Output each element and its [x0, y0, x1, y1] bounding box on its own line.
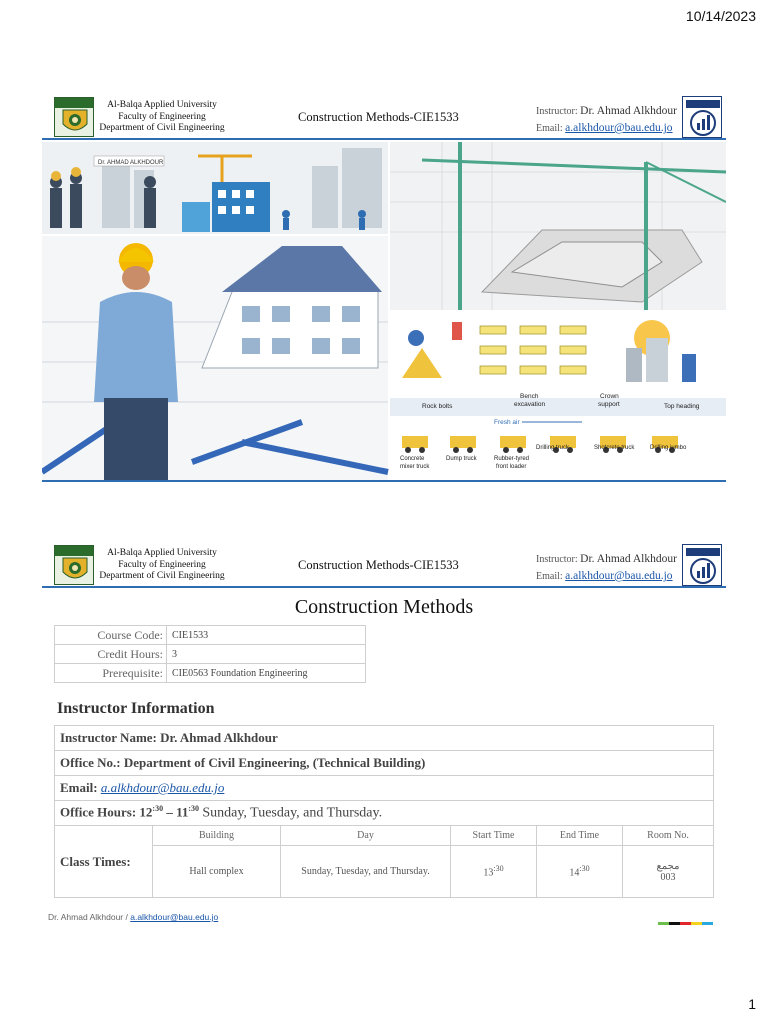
tunnel-label: support [598, 401, 620, 408]
faculty-line: Faculty of Engineering [118, 111, 206, 122]
university-logo [54, 97, 94, 137]
table-row [55, 846, 714, 898]
credit-hours-value: 3 [167, 645, 366, 664]
email-label: Email: [536, 571, 563, 582]
building-cell: Hall complex [153, 846, 281, 898]
footer-email-link[interactable]: a.alkhdour@bau.edu.jo [130, 912, 219, 922]
equipment-label: Concrete [400, 456, 425, 462]
equipment-label: front loader [496, 464, 527, 470]
class-times-label: Class Times: [55, 826, 153, 898]
start-time-cell [451, 846, 537, 898]
instructor-name: Dr. Ahmad Alkhdour [580, 105, 677, 117]
equipment-label: Drilling jumbo [650, 445, 687, 451]
university-name [94, 100, 230, 135]
email-link[interactable]: a.alkhdour@bau.edu.jo [100, 780, 225, 795]
slide-header [42, 540, 726, 588]
course-code-value: CIE1533 [167, 626, 366, 645]
end-minute: :30 [579, 864, 590, 874]
course-code-label: Course Code: [55, 626, 167, 645]
office-hours-row [55, 801, 714, 826]
prerequisite-label: Prerequisite: [55, 664, 167, 683]
equipment-label: mixer truck [400, 464, 430, 470]
instructor-name-row: Instructor Name: Dr. Ahmad Alkhdour [55, 726, 714, 751]
department-line: Department of Civil Engineering [99, 123, 225, 133]
color-strip [658, 922, 713, 925]
room-number: 003 [660, 871, 676, 883]
email-label: Email: [60, 780, 98, 795]
sign-label: Dr. AHMAD ALKHDOUR [98, 160, 164, 166]
slide-bottom-rule [42, 480, 726, 482]
end-time-cell [537, 846, 623, 898]
office-hours-days: Sunday, Tuesday, and Thursday. [202, 805, 383, 821]
office-hours-start-min: :30 [152, 804, 164, 814]
faculty-line: Faculty of Engineering [118, 559, 206, 570]
department-line: Department of Civil Engineering [99, 571, 225, 581]
slide-footer [48, 912, 218, 922]
column-header: Building [153, 826, 281, 846]
tunnel-label: Rock bolts [422, 403, 453, 410]
instructor-info-table [54, 725, 714, 898]
instructor-name: Dr. Ahmad Alkhdour [580, 553, 677, 565]
office-hours-label: Office Hours: [60, 804, 137, 820]
table-row [55, 751, 714, 776]
table-row [55, 776, 714, 801]
table-row [55, 801, 714, 826]
end-hour: 14 [569, 867, 580, 879]
start-hour: 13 [483, 867, 494, 879]
equipment-label: Shotcrete truck [594, 445, 635, 451]
table-row [55, 645, 366, 664]
day-cell: Sunday, Tuesday, and Thursday. [281, 846, 451, 898]
column-header: End Time [537, 826, 623, 846]
email-row [55, 776, 714, 801]
slide-title [42, 92, 726, 484]
instructor-block [536, 103, 677, 137]
page-number: 1 [748, 996, 756, 1012]
university-name [94, 548, 230, 583]
office-hours-end: 11 [176, 804, 189, 820]
tunnel-label: Bench [520, 393, 539, 400]
credit-hours-label: Credit Hours: [55, 645, 167, 664]
column-header: Start Time [451, 826, 537, 846]
university-logo [54, 545, 94, 585]
color-swatch [680, 922, 691, 925]
table-row [55, 664, 366, 683]
prerequisite-value: CIE0563 Foundation Engineering [167, 664, 366, 683]
equipment-label: Dump truck [446, 456, 477, 462]
slide-header [42, 92, 726, 140]
department-logo [682, 96, 722, 138]
university-line: Al-Balqa Applied University [107, 100, 217, 110]
column-header: Room No. [623, 826, 714, 846]
course-info-table [54, 625, 366, 683]
table-row [55, 626, 366, 645]
email-label: Email: [536, 123, 563, 134]
footer-author: Dr. Ahmad Alkhdour / [48, 912, 128, 922]
equipment-label: Drilling truck [536, 445, 570, 451]
office-hours-start: 12 [139, 804, 153, 820]
document-title: Construction Methods [294, 596, 474, 618]
office-hours-dash: – [166, 804, 173, 820]
color-swatch [691, 922, 702, 925]
equipment-label: Rubber-tyred [494, 456, 530, 462]
color-swatch [669, 922, 680, 925]
start-minute: :30 [493, 864, 504, 874]
instructor-label: Instructor: [536, 106, 578, 117]
email-link[interactable]: a.alkhdour@bau.edu.jo [565, 570, 673, 582]
column-header: Day [281, 826, 451, 846]
tunnel-label: Crown [600, 393, 619, 400]
print-date: 10/14/2023 [685, 8, 756, 24]
tunnel-label: Top heading [664, 403, 700, 410]
tunnel-label: excavation [514, 401, 546, 408]
office-hours-end-min: :30 [188, 804, 200, 814]
color-swatch [702, 922, 713, 925]
header-course-title: Construction Methods-CIE1533 [298, 558, 459, 572]
construction-collage [42, 142, 726, 482]
table-row [55, 826, 714, 846]
university-line: Al-Balqa Applied University [107, 548, 217, 558]
office-row: Office No.: Department of Civil Engineering, (Technical Building) [55, 751, 714, 776]
instructor-block [536, 551, 677, 585]
color-swatch [658, 922, 669, 925]
section-title: Instructor Information [57, 700, 215, 717]
tunnel-label: Fresh air [494, 419, 520, 426]
table-row [55, 726, 714, 751]
slide-syllabus [42, 540, 726, 930]
header-course-title: Construction Methods-CIE1533 [298, 110, 459, 124]
room-cell [623, 846, 714, 898]
instructor-label: Instructor: [536, 554, 578, 565]
room-arabic: مجمع [656, 860, 680, 872]
email-link[interactable]: a.alkhdour@bau.edu.jo [565, 122, 673, 134]
department-logo [682, 544, 722, 586]
